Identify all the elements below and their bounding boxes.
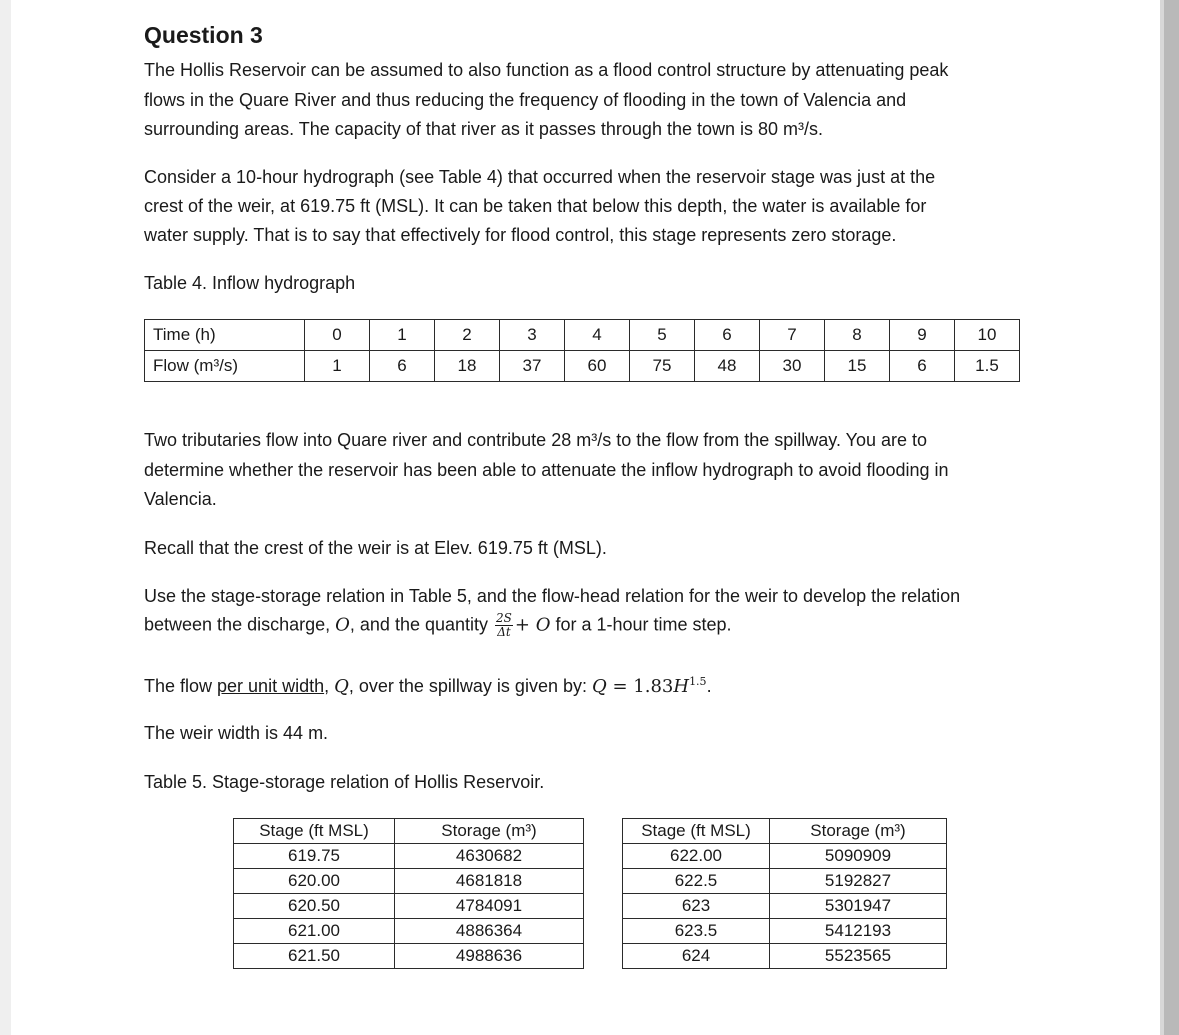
para5-text-b: , and the quantity xyxy=(349,614,489,635)
para1-line2: flows in the Quare River and thus reducing the frequency of flooding in the town of Valencia and xyxy=(144,90,907,110)
para2-line3: water supply. That is to say that effectively for flood control, this stage represents zero storage. xyxy=(144,225,897,245)
fraction-2S-over-dt xyxy=(495,612,513,639)
para6-text-a: The flow xyxy=(144,676,218,696)
stage-cell: 621.50 xyxy=(234,944,395,969)
stage-cell: 620.00 xyxy=(234,869,395,894)
table4-caption: Table 4. Inflow hydrograph xyxy=(144,273,356,293)
flow-cell: 60 xyxy=(565,351,630,382)
time-cell: 8 xyxy=(825,320,890,351)
para6-text-b: , xyxy=(324,676,335,696)
storage-header: Storage (m³) xyxy=(770,819,947,844)
para5-line1: Use the stage-storage relation in Table 5, and the flow-head relation for the weir to develop the relation xyxy=(144,586,961,606)
stage-cell: 622.00 xyxy=(623,844,770,869)
flow-cell: 1.5 xyxy=(955,351,1020,382)
stage-cell: 619.75 xyxy=(234,844,395,869)
scrollbar[interactable] xyxy=(1160,0,1179,1035)
table-row xyxy=(623,894,947,919)
storage-cell: 5192827 xyxy=(770,869,947,894)
weir-crest-note: Recall that the crest of the weir is at Elev. 619.75 ft (MSL). xyxy=(144,538,607,558)
flow-cell: 75 xyxy=(630,351,695,382)
stage-storage-table-left xyxy=(233,818,584,969)
flow-cell: 30 xyxy=(760,351,825,382)
time-cell: 10 xyxy=(955,320,1020,351)
para6-period: . xyxy=(706,676,712,696)
para2-line2: crest of the weir, at 619.75 ft (MSL). It can be taken that below this depth, the water is available for xyxy=(144,196,927,216)
stage-cell: 620.50 xyxy=(234,894,395,919)
stage-header: Stage (ft MSL) xyxy=(234,819,395,844)
flow-cell: 6 xyxy=(370,351,435,382)
stage-storage-table-right xyxy=(622,818,947,969)
para3-line3: Valencia. xyxy=(144,489,217,509)
time-cell: 5 xyxy=(630,320,695,351)
var-O: O xyxy=(335,614,350,636)
table-header-row xyxy=(234,819,584,844)
stage-cell: 624 xyxy=(623,944,770,969)
para2-line1: Consider a 10-hour hydrograph (see Table 4) that occurred when the reservoir stage was just at the xyxy=(144,167,936,187)
flow-label: Flow (m³/s) xyxy=(145,351,305,382)
time-cell: 7 xyxy=(760,320,825,351)
table-row xyxy=(623,919,947,944)
plus-O: + O xyxy=(514,614,551,636)
eq-coefficient: = 1.83 xyxy=(606,676,674,697)
spillway-flow-equation xyxy=(144,675,712,697)
time-cell: 6 xyxy=(695,320,760,351)
para5-text-c: for a 1-hour time step. xyxy=(550,614,732,635)
stage-cell: 623.5 xyxy=(623,919,770,944)
time-cell: 0 xyxy=(305,320,370,351)
eq-Q: Q xyxy=(591,676,607,697)
storage-cell: 4886364 xyxy=(395,919,584,944)
stage-header: Stage (ft MSL) xyxy=(623,819,770,844)
stage-cell: 623 xyxy=(623,894,770,919)
table5-caption: Table 5. Stage-storage relation of Hollis Reservoir. xyxy=(144,772,545,792)
time-label: Time (h) xyxy=(145,320,305,351)
flow-cell: 15 xyxy=(825,351,890,382)
flow-cell: 37 xyxy=(500,351,565,382)
storage-header: Storage (m³) xyxy=(395,819,584,844)
para3-line1: Two tributaries flow into Quare river and contribute 28 m³/s to the flow from the spillway. You are to xyxy=(144,430,928,450)
eq-H: H xyxy=(673,676,690,697)
table-row xyxy=(623,869,947,894)
time-cell: 3 xyxy=(500,320,565,351)
time-row xyxy=(145,320,1020,351)
para6-text-c: , over the spillway is given by: xyxy=(348,676,592,696)
eq-exponent: 1.5 xyxy=(689,675,707,688)
flow-cell: 18 xyxy=(435,351,500,382)
table-row xyxy=(234,919,584,944)
para1-line3: surrounding areas. The capacity of that river as it passes through the town is 80 m³/s. xyxy=(144,119,824,139)
time-cell: 1 xyxy=(370,320,435,351)
fraction-denominator: Δt xyxy=(497,625,511,639)
table-row xyxy=(234,944,584,969)
storage-cell: 4681818 xyxy=(395,869,584,894)
table-row xyxy=(234,894,584,919)
table-header-row xyxy=(623,819,947,844)
question-title: Question 3 xyxy=(144,22,263,48)
flow-cell: 1 xyxy=(305,351,370,382)
flow-cell: 6 xyxy=(890,351,955,382)
stage-cell: 622.5 xyxy=(623,869,770,894)
storage-cell: 5301947 xyxy=(770,894,947,919)
para1-line1: The Hollis Reservoir can be assumed to also function as a flood control structure by attenuating peak xyxy=(144,60,949,80)
page-shadow-left xyxy=(0,0,11,1035)
weir-width-note: The weir width is 44 m. xyxy=(144,723,329,743)
time-cell: 4 xyxy=(565,320,630,351)
per-unit-width-underlined: per unit width xyxy=(217,676,325,696)
stage-cell: 621.00 xyxy=(234,919,395,944)
storage-cell: 5412193 xyxy=(770,919,947,944)
fraction-numerator: 2S xyxy=(496,611,512,625)
storage-cell: 4630682 xyxy=(395,844,584,869)
time-cell: 2 xyxy=(435,320,500,351)
para5-text-a: between the discharge, xyxy=(144,614,336,635)
table-row xyxy=(623,844,947,869)
para5-line2 xyxy=(144,612,732,639)
table-row xyxy=(234,844,584,869)
var-Q: Q xyxy=(334,676,349,697)
para3-line2: determine whether the reservoir has been able to attenuate the inflow hydrograph to avoid flooding in xyxy=(144,460,949,480)
time-cell: 9 xyxy=(890,320,955,351)
storage-cell: 4784091 xyxy=(395,894,584,919)
storage-cell: 5523565 xyxy=(770,944,947,969)
storage-cell: 5090909 xyxy=(770,844,947,869)
flow-cell: 48 xyxy=(695,351,760,382)
table-row xyxy=(234,869,584,894)
storage-cell: 4988636 xyxy=(395,944,584,969)
inflow-hydrograph-table xyxy=(144,319,1020,382)
flow-row xyxy=(145,351,1020,382)
table-row xyxy=(623,944,947,969)
